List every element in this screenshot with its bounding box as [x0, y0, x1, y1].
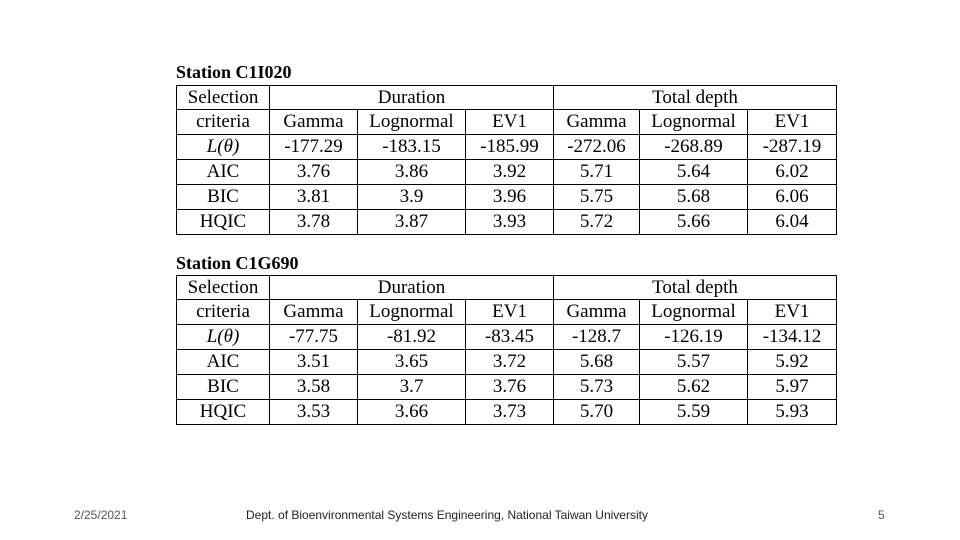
- sub-header: Gamma: [270, 110, 358, 135]
- table-row: [177, 375, 837, 400]
- table-cell: 5.97: [748, 375, 837, 400]
- row-label: BIC: [177, 185, 270, 210]
- table-cell: -272.06: [554, 135, 640, 160]
- table-cell: 3.58: [270, 375, 358, 400]
- sub-header: Lognormal: [358, 300, 466, 325]
- table-cell: -81.92: [358, 325, 466, 350]
- table-cell: 5.75: [554, 185, 640, 210]
- table-cell: 3.92: [466, 160, 554, 185]
- sub-header: EV1: [748, 110, 837, 135]
- table-cell: -183.15: [358, 135, 466, 160]
- table-cell: -77.75: [270, 325, 358, 350]
- row-label: L(θ): [177, 325, 270, 350]
- sub-header: EV1: [748, 300, 837, 325]
- table-cell: 3.66: [358, 400, 466, 425]
- sub-header: EV1: [466, 300, 554, 325]
- group-header-row: [177, 276, 837, 300]
- sub-header-row: [177, 110, 837, 135]
- table-cell: 5.66: [640, 210, 748, 235]
- table-cell: 6.02: [748, 160, 837, 185]
- table-cell: 3.9: [358, 185, 466, 210]
- table-cell: 3.53: [270, 400, 358, 425]
- table-cell: 3.76: [270, 160, 358, 185]
- footer-department: Dept. of Bioenvironmental Systems Engineering, National Taiwan University: [246, 508, 648, 522]
- table-cell: 5.57: [640, 350, 748, 375]
- table-cell: 5.62: [640, 375, 748, 400]
- table-cell: 3.93: [466, 210, 554, 235]
- sub-header: Lognormal: [358, 110, 466, 135]
- row-label: AIC: [177, 160, 270, 185]
- table-cell: 5.93: [748, 400, 837, 425]
- table-cell: 5.73: [554, 375, 640, 400]
- table-cell: -83.45: [466, 325, 554, 350]
- table-cell: -268.89: [640, 135, 748, 160]
- corner-header-line1: Selection: [177, 276, 270, 300]
- table-cell: 3.76: [466, 375, 554, 400]
- table-cell: 3.7: [358, 375, 466, 400]
- sub-header-row: [177, 300, 837, 325]
- table-cell: -128.7: [554, 325, 640, 350]
- table-cell: 3.51: [270, 350, 358, 375]
- row-label: HQIC: [177, 210, 270, 235]
- row-label: BIC: [177, 375, 270, 400]
- table-row: [177, 185, 837, 210]
- corner-header-line2: criteria: [177, 300, 270, 325]
- corner-header-line2: criteria: [177, 110, 270, 135]
- table-row: [177, 210, 837, 235]
- corner-header-line1: Selection: [177, 86, 270, 110]
- table-cell: 5.70: [554, 400, 640, 425]
- table-row: [177, 325, 837, 350]
- table-cell: 5.68: [554, 350, 640, 375]
- footer-page-number: 5: [878, 508, 885, 522]
- group-header-duration: Duration: [270, 276, 554, 300]
- table-cell: -287.19: [748, 135, 837, 160]
- table-cell: 3.78: [270, 210, 358, 235]
- table-row: [177, 350, 837, 375]
- table-cell: -185.99: [466, 135, 554, 160]
- criteria-table-c1g690: [176, 275, 837, 425]
- table-cell: -134.12: [748, 325, 837, 350]
- table-cell: 3.86: [358, 160, 466, 185]
- table-cell: 3.81: [270, 185, 358, 210]
- table-cell: 3.65: [358, 350, 466, 375]
- table-cell: 5.72: [554, 210, 640, 235]
- row-label: L(θ): [177, 135, 270, 160]
- row-label: HQIC: [177, 400, 270, 425]
- table-cell: -126.19: [640, 325, 748, 350]
- table-cell: 5.64: [640, 160, 748, 185]
- group-header-duration: Duration: [270, 86, 554, 110]
- sub-header: Lognormal: [640, 300, 748, 325]
- station-title-c1g690: Station C1G690: [176, 253, 299, 273]
- table-cell: 5.68: [640, 185, 748, 210]
- group-header-total-depth: Total depth: [554, 86, 837, 110]
- table-row: [177, 160, 837, 185]
- criteria-table-c1i020: [176, 85, 837, 235]
- table-cell: 3.73: [466, 400, 554, 425]
- table-cell: 3.87: [358, 210, 466, 235]
- table-cell: 5.92: [748, 350, 837, 375]
- table-cell: 6.06: [748, 185, 837, 210]
- table-cell: 3.96: [466, 185, 554, 210]
- sub-header: Gamma: [554, 110, 640, 135]
- table-cell: 6.04: [748, 210, 837, 235]
- table-cell: 5.59: [640, 400, 748, 425]
- table-row: [177, 400, 837, 425]
- table-row: [177, 135, 837, 160]
- sub-header: Lognormal: [640, 110, 748, 135]
- table-cell: 3.72: [466, 350, 554, 375]
- sub-header: Gamma: [270, 300, 358, 325]
- table-cell: -177.29: [270, 135, 358, 160]
- sub-header: EV1: [466, 110, 554, 135]
- footer-date: 2/25/2021: [74, 508, 128, 522]
- group-header-row: [177, 86, 837, 110]
- station-title-c1i020: Station C1I020: [176, 62, 292, 82]
- sub-header: Gamma: [554, 300, 640, 325]
- group-header-total-depth: Total depth: [554, 276, 837, 300]
- table-cell: 5.71: [554, 160, 640, 185]
- row-label: AIC: [177, 350, 270, 375]
